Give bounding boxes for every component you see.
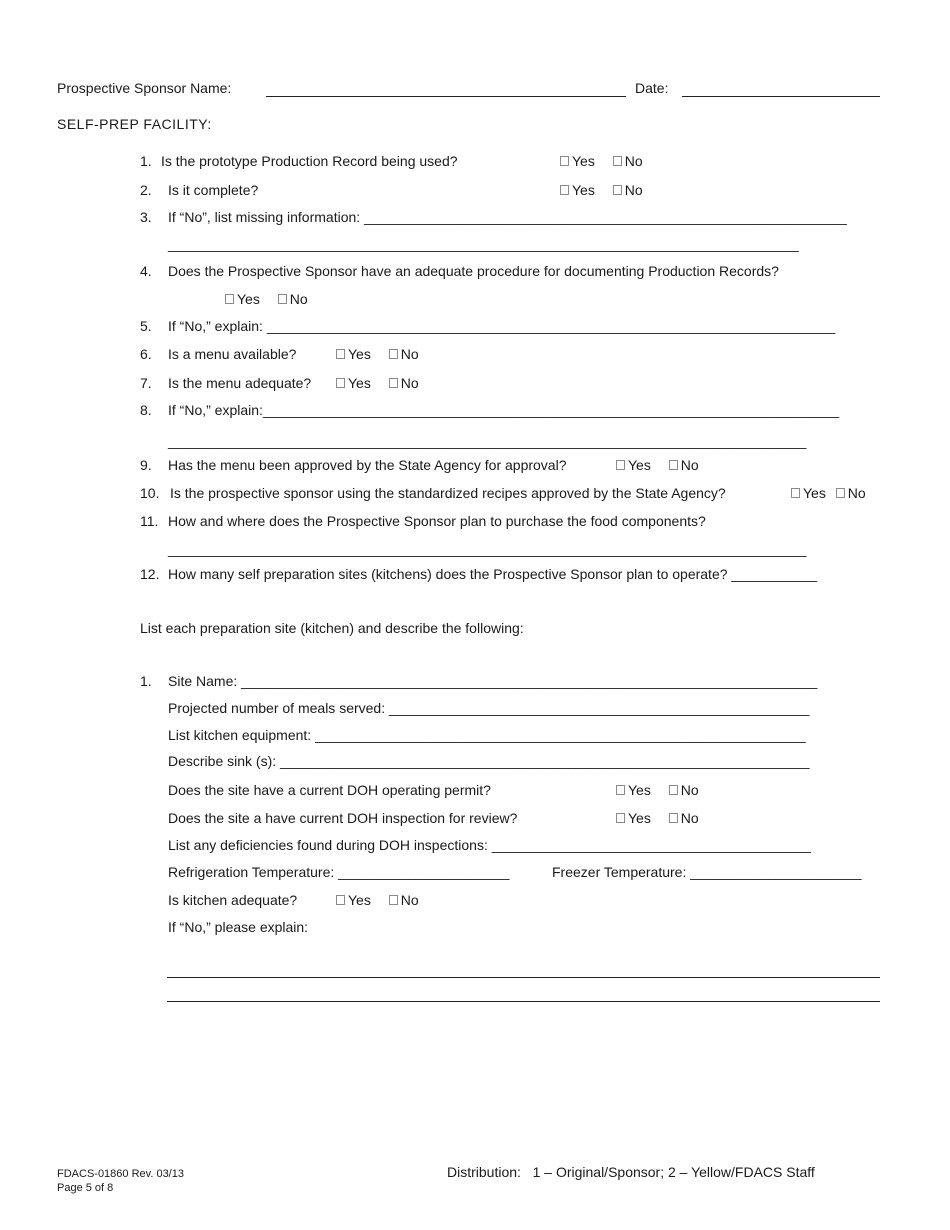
inspection-label: Does the site a have current DOH inspection for review? [168, 810, 518, 826]
checkbox-icon [225, 294, 234, 304]
date-label: Date: [635, 80, 669, 96]
question-12-text: How many self preparation sites (kitchens) does the Prospective Sponsor plan to operate? ___________ [168, 566, 818, 582]
question-1-no-checkbox[interactable]: No [613, 153, 643, 169]
question-4-number: 4. [140, 263, 152, 279]
question-11-text: How and where does the Prospective Sponsor plan to purchase the food components? [168, 513, 706, 529]
question-9-yes-checkbox[interactable]: Yes [616, 457, 651, 473]
question-8-blank-line-2[interactable]: __________________________________________________________________________________ [168, 433, 807, 449]
kitchen-adequate-no-checkbox[interactable]: No [389, 892, 419, 908]
question-9-text: Has the menu been approved by the State Agency for approval? [168, 457, 567, 473]
kitchen-adequate-yes-checkbox[interactable]: Yes [336, 892, 371, 908]
question-2-text: Is it complete? [168, 182, 259, 198]
question-10-options [791, 485, 866, 501]
question-6-no-checkbox[interactable]: No [389, 346, 419, 362]
question-2-no-checkbox[interactable]: No [613, 182, 643, 198]
permit-no-checkbox[interactable]: No [669, 782, 699, 798]
question-7-no-checkbox[interactable]: No [389, 375, 419, 391]
checkbox-icon [669, 813, 678, 823]
question-7-yes-checkbox[interactable]: Yes [336, 375, 371, 391]
site-name-blank[interactable]: __________________________________________________________________________ [241, 673, 818, 689]
checkbox-icon [560, 156, 569, 166]
permit-label: Does the site have a current DOH operating permit? [168, 782, 491, 798]
checkbox-icon [613, 156, 622, 166]
freezer-row: Freezer Temperature: ______________________ [552, 864, 862, 880]
footer-distribution: Distribution: 1 – Original/Sponsor; 2 – Yellow/FDACS Staff [447, 1164, 815, 1180]
checkbox-icon [669, 785, 678, 795]
site-section-intro: List each preparation site (kitchen) and describe the following: [140, 620, 524, 636]
permit-yes-checkbox[interactable]: Yes [616, 782, 651, 798]
question-4-text: Does the Prospective Sponsor have an adequate procedure for documenting Production Records? [168, 263, 779, 279]
checkbox-icon [616, 460, 625, 470]
question-3-text: If “No”, list missing information: ______________________________________________________________ [168, 209, 847, 225]
checkbox-icon [613, 185, 622, 195]
question-1-text: Is the prototype Production Record being used? [161, 153, 458, 169]
section-title: SELF-PREP FACILITY: [57, 116, 212, 132]
checkbox-icon [389, 895, 398, 905]
question-10-no-checkbox[interactable]: No [836, 485, 866, 501]
question-11-number: 11. [140, 513, 159, 529]
question-4-no-checkbox[interactable]: No [278, 291, 308, 307]
question-12-blank[interactable]: ___________ [731, 566, 818, 582]
equipment-row: List kitchen equipment: _______________________________________________________________ [168, 727, 806, 743]
question-3-number: 3. [140, 209, 152, 225]
explain-line-2[interactable] [167, 1001, 880, 1002]
question-4-options [225, 291, 308, 307]
site-name-row: Site Name: __________________________________________________________________________ [168, 673, 818, 689]
footer-page-number: Page 5 of 8 [57, 1182, 114, 1194]
question-5-text: If “No,” explain: _________________________________________________________________________ [168, 318, 836, 334]
question-2-yes-checkbox[interactable]: Yes [560, 182, 595, 198]
deficiencies-row: List any deficiencies found during DOH inspections: _________________________________________ [168, 837, 811, 853]
kitchen-adequate-label: Is kitchen adequate? [168, 892, 298, 908]
freezer-blank[interactable]: ______________________ [690, 864, 862, 880]
refrigeration-blank[interactable]: ______________________ [338, 864, 510, 880]
question-9-options [616, 457, 699, 473]
sponsor-name-label: Prospective Sponsor Name: [57, 80, 232, 96]
question-7-number: 7. [140, 375, 152, 391]
explain-label: If “No,” please explain: [168, 919, 309, 935]
inspection-no-checkbox[interactable]: No [669, 810, 699, 826]
question-7-options [336, 375, 419, 391]
inspection-yes-checkbox[interactable]: Yes [616, 810, 651, 826]
question-2-options [560, 182, 643, 198]
question-9-no-checkbox[interactable]: No [669, 457, 699, 473]
explain-line-1[interactable] [167, 977, 880, 978]
footer-form-id: FDACS-01860 Rev. 03/13 [57, 1168, 184, 1180]
question-11-blank[interactable]: __________________________________________________________________________________ [168, 541, 807, 557]
question-6-options [336, 346, 419, 362]
question-2-number: 2. [140, 182, 152, 198]
checkbox-icon [791, 488, 800, 498]
sink-row: Describe sink (s): ____________________________________________________________________ [168, 753, 810, 769]
deficiencies-blank[interactable]: _________________________________________ [491, 837, 811, 853]
question-8-blank[interactable]: __________________________________________________________________________ [262, 402, 840, 418]
checkbox-icon [616, 785, 625, 795]
checkbox-icon [836, 488, 845, 498]
checkbox-icon [336, 349, 345, 359]
checkbox-icon [616, 813, 625, 823]
kitchen-adequate-options [336, 892, 419, 908]
checkbox-icon [389, 349, 398, 359]
question-1-number: 1. [140, 153, 152, 169]
checkbox-icon [336, 895, 345, 905]
meals-row: Projected number of meals served: ______________________________________________________ [168, 700, 810, 716]
checkbox-icon [560, 185, 569, 195]
checkbox-icon [336, 378, 345, 388]
question-10-number: 10. [140, 485, 160, 501]
question-6-number: 6. [140, 346, 152, 362]
permit-options [616, 782, 699, 798]
question-3-blank-line-2[interactable]: _________________________________________________________________________________ [168, 236, 799, 252]
checkbox-icon [278, 294, 287, 304]
question-12-number: 12. [140, 566, 160, 582]
checkbox-icon [669, 460, 678, 470]
equipment-blank[interactable]: _______________________________________________________________ [315, 727, 806, 743]
question-7-text: Is the menu adequate? [168, 375, 312, 391]
question-4-yes-checkbox[interactable]: Yes [225, 291, 260, 307]
question-8-number: 8. [140, 402, 152, 418]
question-5-blank[interactable]: _________________________________________________________________________ [266, 318, 836, 334]
date-field[interactable] [682, 96, 880, 97]
sponsor-name-field[interactable] [266, 96, 626, 97]
inspection-options [616, 810, 699, 826]
question-8-text: If “No,” explain:__________________________________________________________________________ [168, 402, 840, 418]
question-9-number: 9. [140, 457, 152, 473]
meals-blank[interactable]: ______________________________________________________ [389, 700, 810, 716]
question-10-text: Is the prospective sponsor using the standardized recipes approved by the State Agency? [170, 485, 726, 501]
question-1-yes-checkbox[interactable]: Yes [560, 153, 595, 169]
checkbox-icon [389, 378, 398, 388]
question-1-options [560, 153, 643, 169]
site-number: 1. [140, 673, 152, 689]
question-6-text: Is a menu available? [168, 346, 297, 362]
refrigeration-row: Refrigeration Temperature: ______________________ [168, 864, 510, 880]
question-3-blank[interactable]: ______________________________________________________________ [364, 209, 847, 225]
question-10-yes-checkbox[interactable]: Yes [791, 485, 826, 501]
sink-blank[interactable]: ____________________________________________________________________ [280, 753, 810, 769]
question-5-number: 5. [140, 318, 152, 334]
question-6-yes-checkbox[interactable]: Yes [336, 346, 371, 362]
